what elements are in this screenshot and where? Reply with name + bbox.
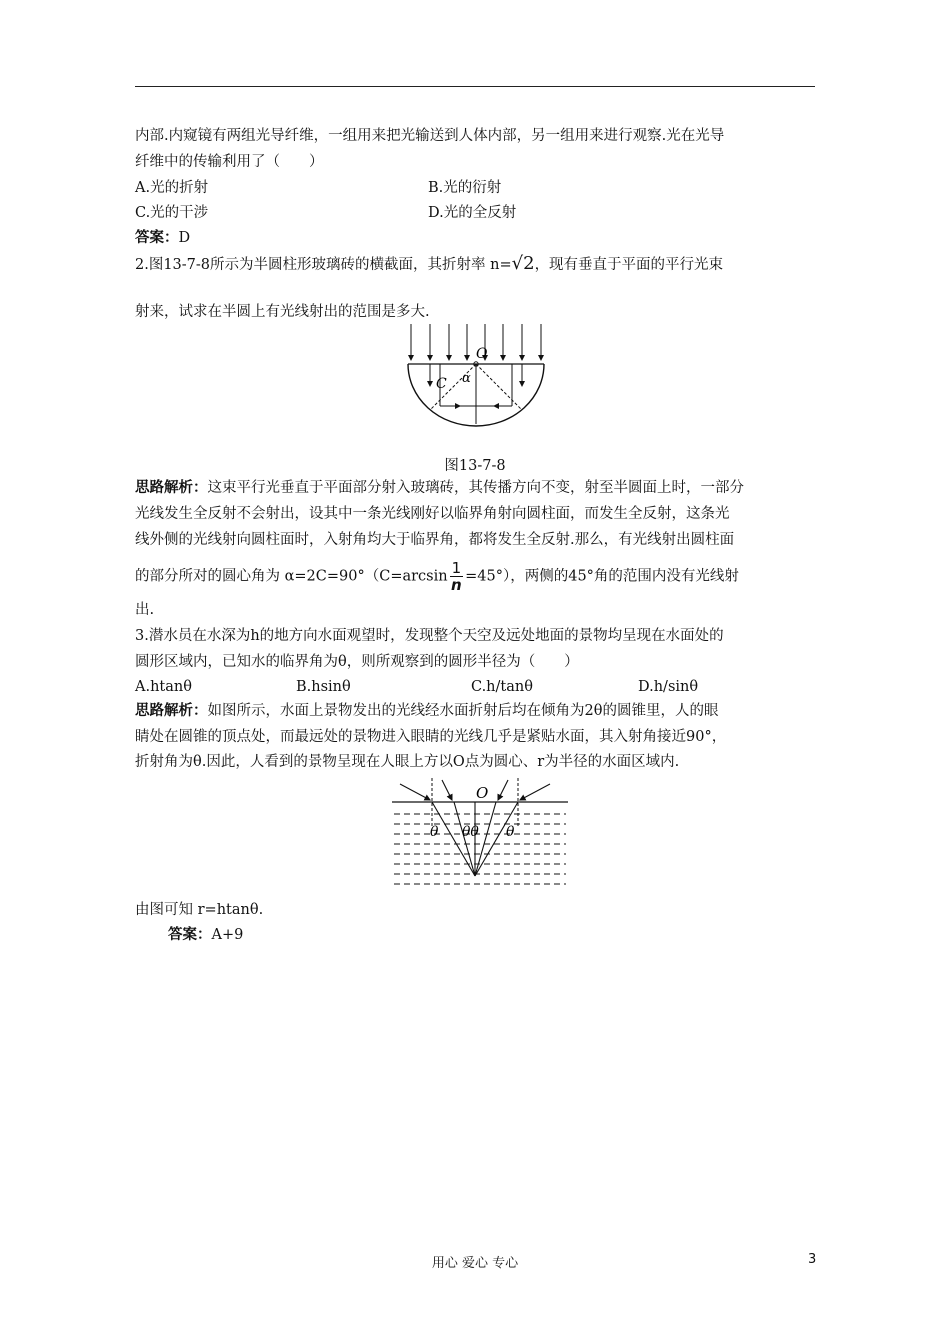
label-c: C <box>436 376 447 392</box>
q1-stem-line-2: 纤维中的传输利用了（ ） <box>135 154 324 170</box>
q3-answer-label: 答案： <box>168 926 212 943</box>
label-theta-right: θ <box>506 824 515 840</box>
q3-option-d: D.h/sinθ <box>638 679 699 695</box>
label-o: O <box>476 346 488 362</box>
q3-analysis-line-2: 睛处在圆锥的顶点处，而最远处的景物进入眼睛的光线几乎是紧贴水面，其入射角接近90°， <box>135 729 727 745</box>
q3-stem-line-2: 圆形区域内，已知水的临界角为θ，则所观察到的圆形半径为（ ） <box>135 654 579 670</box>
q3-analysis-line-1 <box>135 701 718 721</box>
q3-analysis-label: 思路解析： <box>135 702 208 719</box>
q2-analysis-line-5: 出. <box>135 602 155 618</box>
q3-stem-line-1: 3.潜水员在水深为h的地方向水面观望时，发现整个天空及远处地面的景物均呈现在水面处的 <box>135 628 724 644</box>
page-number: 3 <box>808 1252 817 1267</box>
fraction-numerator: 1 <box>451 559 462 577</box>
incident-rays-air <box>400 780 550 800</box>
footer-slogan: 用心 爱心 专心 <box>431 1256 519 1271</box>
figure-water-cone <box>390 776 570 890</box>
water-body <box>394 814 566 884</box>
fraction-denominator: n <box>451 576 462 594</box>
q2-analysis-label: 思路解析： <box>135 479 208 496</box>
q1-answer <box>135 228 190 248</box>
q3-option-b: B.hsinθ <box>296 679 351 695</box>
q1-option-b: B.光的衍射 <box>428 180 502 196</box>
q2-analysis-line-4 <box>135 560 739 593</box>
header-rule <box>135 86 815 87</box>
q3-analysis-1: 如图所示，水面上景物发出的光线经水面折射后均在倾角为2θ的圆锥里，人的眼 <box>207 703 719 719</box>
internal-rays <box>430 364 522 424</box>
label-theta-center: θθ <box>462 824 479 840</box>
q2-analysis-4-pre: 的部分所对的圆心角为 α=2C=90°（C=arcsin <box>135 568 448 585</box>
q3-answer-value: A+9 <box>211 927 244 943</box>
q1-option-a: A.光的折射 <box>135 180 209 196</box>
q3-answer <box>168 925 243 945</box>
q2-analysis-1: 这束平行光垂直于平面部分射入玻璃砖，其传播方向不变，射至半圆面上时，一部分 <box>207 480 744 496</box>
fraction-1-over-n <box>450 560 464 593</box>
q2-stem-post: ，现有垂直于平面的平行光束 <box>534 257 724 273</box>
q2-analysis-4-post: =45°），两侧的45°角的范围内没有光线射 <box>465 568 739 585</box>
q2-analysis-line-2: 光线发生全反射不会射出，设其中一条光线刚好以临界角射向圆柱面，而发生全反射，这条光 <box>135 506 730 522</box>
q1-answer-label: 答案： <box>135 229 179 246</box>
q2-stem-pre: 2.图13-7-8所示为半圆柱形玻璃砖的横截面，其折射率 n= <box>135 257 512 273</box>
q3-option-a: A.htanθ <box>135 679 192 695</box>
q1-answer-value: D <box>178 230 191 246</box>
q1-stem-line-1: 内部.内窥镜有两组光导纤维，一组用来把光输送到人体内部，另一组用来进行观察.光在光导 <box>135 128 725 144</box>
q2-stem-line-1 <box>135 254 723 275</box>
q2-stem-line-2: 射来，试求在半圆上有光线射出的范围是多大. <box>135 304 430 320</box>
q2-analysis-line-3: 线外侧的光线射向圆柱面时，入射角均大于临界角，都将发生全反射.那么，有光线射出圆柱面 <box>135 532 735 548</box>
label-o: O <box>476 784 489 802</box>
q3-conclusion: 由图可知 r=htanθ. <box>135 902 264 918</box>
label-alpha: α <box>462 371 471 386</box>
figure-caption: 图13-7-8 <box>444 458 506 474</box>
q3-analysis-line-3: 折射角为θ.因此，人看到的景物呈现在人眼上方以O点为圆心、r为半径的水面区域内. <box>135 754 680 770</box>
figure-semicircle-glass <box>400 320 552 430</box>
q1-option-d: D.光的全反射 <box>428 205 517 221</box>
q2-analysis-line-1 <box>135 478 744 498</box>
label-theta-left: θ <box>430 824 439 840</box>
q2-sqrt2: √2 <box>511 253 535 274</box>
q1-option-c: C.光的干涉 <box>135 205 209 221</box>
q3-option-c: C.h/tanθ <box>471 679 533 695</box>
